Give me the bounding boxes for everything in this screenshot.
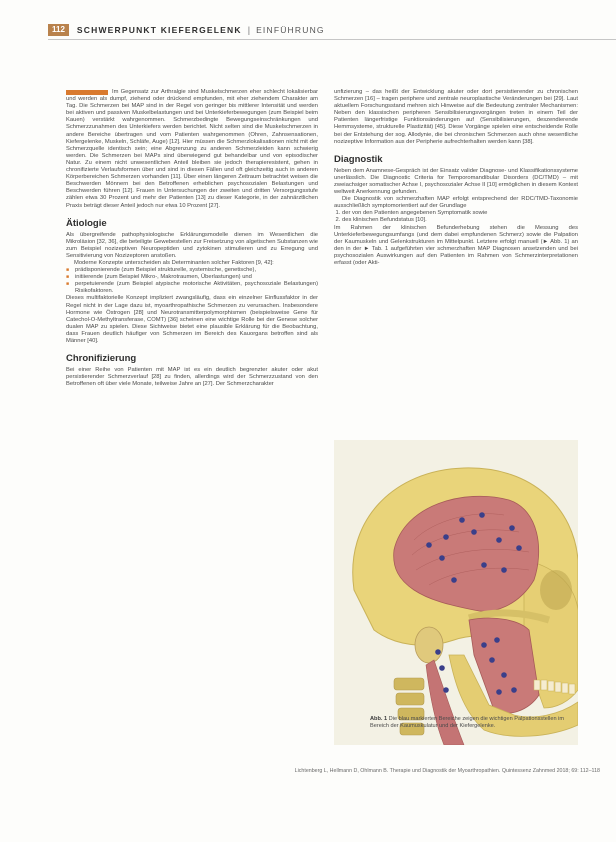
chronifizierung-continued: unfizierung – das heißt der Entwicklung akuter oder dort persistierender zu chronischen Schmerzen [16] – tragen periphere und zentrale neuroplastische Veränderungen bei [29]. Laut aktuellem Forschungsstand mehren sich Hinweise auf die Bedeutung zentraler Mechanismen: Neben den klassischen peripheren Sensibilisierungsvorgängen treten in einem Teil der Patienten längerfristige Funktionsänderungen auf (Sensibilisierungen, deszendierende Hemmsysteme, strukturelle Plastizität) [45]. Diese Vorgänge spielen eine entscheidende Rolle bei der Entstehung der sog. Allodynie, die bei chronischen Schmerzen auch ohne wesentliche nozizeptive Information aus der Peripherie aufrechterhalten werden kann [38]. [334, 89, 578, 145]
list-item: ■ prädisponierende (zum Beispiel strukturelle, systemische, genetische), [66, 267, 318, 274]
left-column [66, 89, 318, 388]
section-title: SCHWERPUNKT KIEFERGELENK [76, 25, 242, 35]
caption-text: Die blau markierten Bereiche zeigen die wichtigen Palpationsstellen im Bereich der Kaumuskulatur und der Kiefergelenke. [370, 716, 565, 729]
figure-skull-palpation [334, 440, 578, 745]
aetiologie-paragraph-1: Als übergreifende pathophysiologische Erklärungsmodelle dienen im Wesentlichen die Mikroläsion [32, 36], die beteiligte Gewebestellen zur Freisetzung von algetischen Substanzen wie zum Beispiel nozizeptiven Neuropeptiden und zytokinen stimulieren und zu Erregung und Sensitivierung von Nozizeptoren anstoßen. [66, 231, 318, 259]
skull-illustration [334, 440, 578, 745]
diagnostik-paragraph-1: Neben dem Anamnese-Gespräch ist der Einsatz valider Diagnose- und Klassifikationssysteme unerlässlich. Die Diagnostic Criteria for Temporomandibular Disorders (DC/TMD) – mit zweiachsiger somatischer Achse I, psychosozialer Achse II [10] ermöglichen in diesem Kontext weltweit Anerkennung gefunden. [334, 167, 578, 196]
chronifizierung-paragraph: Bei einer Reihe von Patienten mit MAP ist es ein deutlich begrenzter akuter oder akut persistierender Schmerzverlauf [28] zu finden, allerdings wird der Schmerzzustand von den Betroffenen oft über viele Monate, teilweise Jahre an [27]. Der Schmerzcharakter [66, 367, 318, 388]
diagnostik-paragraph-2: Die Diagnostik von schmerzhaften MAP erfolgt entsprechend der RDC/TMD-Taxonomie ausschließlich symptomorientiert auf der Grundlage [334, 196, 578, 210]
page-footer: Lichtenberg L, Hellmann D, Ohlmann B. Therapie und Diagnostik der Myoarthropathien. Quintessenz Zahnmed 2018; 69: 112–118 [294, 768, 600, 774]
heading-chronifizierung: Chronifizierung [66, 353, 137, 365]
heading-aetiologie: Ätiologie [66, 217, 107, 229]
page-number: 112 [48, 24, 69, 36]
ear-region [415, 627, 443, 663]
header-separator: | [247, 25, 251, 35]
caption-label: Abb. 1 [370, 716, 388, 722]
list-item: ■ perpetuierende (zum Beispiel atypische motorische Aktivitäten, psychosoziale Belastungen) Risikofaktoren. [66, 281, 318, 295]
risk-factor-list [66, 267, 318, 295]
section-subtitle: EINFÜHRUNG [256, 25, 325, 35]
diagnostik-paragraph-3: Im Rahmen der klinischen Befunderhebung stehen die Messung des Unterkieferbewegungsumfangs (und dem dabei empfundenen Schmerz) sowie die Palpation der Kaumuskeln und Gelenkstrukturen im Mittelpunkt. Letztere erfolgt manuell (► Abb. 1) an den in der ► Tab. 1 aufgeführten vier schmerzhaften MAP Diagnosen ansetzenden und bei psychosozialen Auswirkungen auf den Patienten im Rahmen von Schmerzinterpretationen erfasst (oder Akti- [334, 224, 578, 266]
diagnostik-numbered-list [334, 210, 578, 224]
list-item: 1. der von den Patienten angegebenen Symptomatik sowie [342, 210, 578, 217]
aetiologie-paragraph-3: Dieses multifaktorielle Konzept impliziert zwangsläufig, dass ein einzelner Einflussfaktor in der Regel nicht in der Lage dazu ist, myoarthropathische Schmerzen zu verursachen. Insbesondere Hormone wie Östrogen [28] und Neurotransmitterpolymorphismen (beispielsweise Gene für Catechol-O-Methyltransferase, COMT) [36] scheinen eine wichtige Rolle bei der Genese solcher dualen MAP zu spielen. Diese Sichtweise bietet eine plausible Erklärung für die Beobachtung, dass Frauen deutlich häufiger von Schmerzen im Bereich des Kauorgans betroffen sind als Männer [40]. [66, 295, 318, 344]
header-rule [48, 39, 616, 40]
intro-paragraph: Im Gegensatz zur Arthralgie sind Muskelschmerzen eher schlecht lokalisierbar und werden als dumpf, ziehend oder drückend empfunden, mit eher ziehendem Charakter am Tag. Die Schmerzen bei MAP sind in der Regel von geringer bis mittlerer Intensität und werden bei aktiven und passiven Muskelbelastungen und bei Unterkieferbewegungen (zum Beispiel beim Kauen) verstärkt wahrgenommen. Schmerzbedingte Bewegungseinschränkungen und Schmerzzunahmen des Unterkiefers werden berichtet. Nicht selten sind die Muskelschmerzen in andere Bereiche übertragen und vom Patienten wahrgenommen (Ohren, Zahnsensationen, Kiefergelenke, Muskeln, Schläfe, Auge) [12]. Hier müssen die Schmerzlokalisationen nicht mit der Schmerzquelle identisch sein; eine Abgrenzung zu anderen Schmerzleiden kann schwierig werden. Die Schmerzen bei MAPs sind überwiegend gut behandelbar und von episodischer Natur. Zu einem nicht unwesentlichen Anteil bleiben sie jedoch therapieresistent, gehen in chronifizierte Verlaufsformen über und sind in diesen Fällen und oft gleichzeitig auch in anderen Körperbereichen Schmerzen vorhanden [11]. Über einen längeren Zeitraum betrachtet weisen die Beschwerden Mönnern bei den Betroffenen erheblichen psychosozialen Belastungen und Beschwerden führen [12]. Frauen in Untersuchungen der zweiten und dritten Versorgungsstufe zählen etwa 30 Prozent und mehr der Patienten [13] zu dieser Kategorie, in der zahnärztlichen Praxis beträgt dieser Anteil jedoch nur etwa 10 Prozent [27]. [66, 89, 318, 209]
orbit [540, 570, 572, 610]
heading-diagnostik: Diagnostik [334, 153, 383, 165]
right-column [334, 89, 578, 267]
list-item: ■ initiierende (zum Beispiel Mikro-, Makrotraumen, Überlastungen) und [66, 274, 318, 281]
list-item: 2. des klinischen Befundstatus [10]. [342, 217, 578, 224]
aetiologie-paragraph-2: Moderne Konzepte unterscheiden als Determinanten solcher Faktoren [9, 42]: [74, 259, 274, 266]
figure-caption [370, 716, 575, 730]
running-header [48, 24, 325, 36]
